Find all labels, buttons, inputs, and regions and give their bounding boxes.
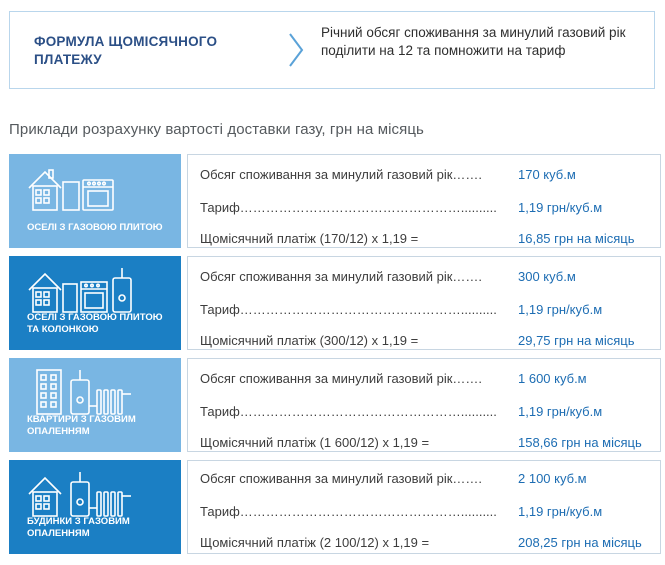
example-details bbox=[187, 460, 661, 554]
payment-label: Щомісячний платіж (300/12) х 1,19 = bbox=[200, 333, 419, 348]
volume-row bbox=[200, 165, 654, 185]
tariff-value: 1,19 грн/куб.м bbox=[518, 200, 603, 215]
house-stove-icon bbox=[27, 162, 137, 222]
example-label: БУДИНКИ З ГАЗОВИМ ОПАЛЕННЯМ bbox=[27, 516, 130, 539]
payment-label: Щомісячний платіж (170/12) х 1,19 = bbox=[200, 231, 419, 246]
tariff-label: Тариф…………………………………………….......... bbox=[200, 504, 497, 519]
example-card bbox=[9, 358, 661, 452]
volume-row bbox=[200, 369, 654, 389]
example-details bbox=[187, 256, 661, 350]
payment-row bbox=[200, 433, 654, 453]
volume-label: Обсяг споживання за минулий газовий рік……. bbox=[200, 269, 483, 284]
example-icon-panel bbox=[9, 256, 181, 350]
chevron-right-icon bbox=[286, 32, 306, 68]
formula-box bbox=[9, 11, 655, 89]
tariff-row bbox=[200, 502, 654, 522]
payment-value: 29,75 грн на місяць bbox=[518, 333, 635, 348]
volume-value: 2 100 куб.м bbox=[518, 471, 587, 486]
example-label: КВАРТИРИ З ГАЗОВИМ ОПАЛЕННЯМ bbox=[27, 414, 136, 437]
formula-title: ФОРМУЛА ЩОМІСЯЧНОГО ПЛАТЕЖУ bbox=[34, 34, 218, 67]
volume-label: Обсяг споживання за минулий газовий рік……. bbox=[200, 471, 483, 486]
tariff-label: Тариф…………………………………………….......... bbox=[200, 404, 497, 419]
example-icon-panel bbox=[9, 154, 181, 248]
example-icon-panel bbox=[9, 358, 181, 452]
payment-value: 16,85 грн на місяць bbox=[518, 231, 635, 246]
volume-row bbox=[200, 267, 654, 287]
example-details bbox=[187, 358, 661, 452]
volume-value: 1 600 куб.м bbox=[518, 371, 587, 386]
formula-description: Річний обсяг споживання за минулий газовий рік поділити на 12 та помножити на тариф bbox=[321, 25, 626, 58]
example-label: ОСЕЛІ З ГАЗОВОЮ ПЛИТОЮ bbox=[27, 222, 163, 233]
example-details bbox=[187, 154, 661, 248]
tariff-value: 1,19 грн/куб.м bbox=[518, 404, 603, 419]
volume-value: 170 куб.м bbox=[518, 167, 576, 182]
example-label: ОСЕЛІ З ГАЗОВОЮ ПЛИТОЮ ТА КОЛОНКОЮ bbox=[27, 312, 163, 335]
section-title: Приклади розрахунку вартості доставки газу, грн на місяць bbox=[9, 121, 424, 138]
volume-label: Обсяг споживання за минулий газовий рік……. bbox=[200, 167, 483, 182]
payment-row bbox=[200, 533, 654, 553]
volume-label: Обсяг споживання за минулий газовий рік……. bbox=[200, 371, 483, 386]
payment-row bbox=[200, 229, 654, 249]
tariff-label: Тариф…………………………………………….......... bbox=[200, 200, 497, 215]
example-card bbox=[9, 256, 661, 350]
example-icon-panel bbox=[9, 460, 181, 554]
tariff-value: 1,19 грн/куб.м bbox=[518, 302, 603, 317]
tariff-row bbox=[200, 402, 654, 422]
payment-value: 158,66 грн на місяць bbox=[518, 435, 642, 450]
volume-value: 300 куб.м bbox=[518, 269, 576, 284]
tariff-value: 1,19 грн/куб.м bbox=[518, 504, 603, 519]
example-card bbox=[9, 154, 661, 248]
example-card bbox=[9, 460, 661, 554]
payment-value: 208,25 грн на місяць bbox=[518, 535, 642, 550]
payment-label: Щомісячний платіж (2 100/12) х 1,19 = bbox=[200, 535, 430, 550]
payment-row bbox=[200, 331, 654, 351]
volume-row bbox=[200, 469, 654, 489]
tariff-label: Тариф…………………………………………….......... bbox=[200, 302, 497, 317]
tariff-row bbox=[200, 300, 654, 320]
payment-label: Щомісячний платіж (1 600/12) х 1,19 = bbox=[200, 435, 430, 450]
tariff-row bbox=[200, 198, 654, 218]
